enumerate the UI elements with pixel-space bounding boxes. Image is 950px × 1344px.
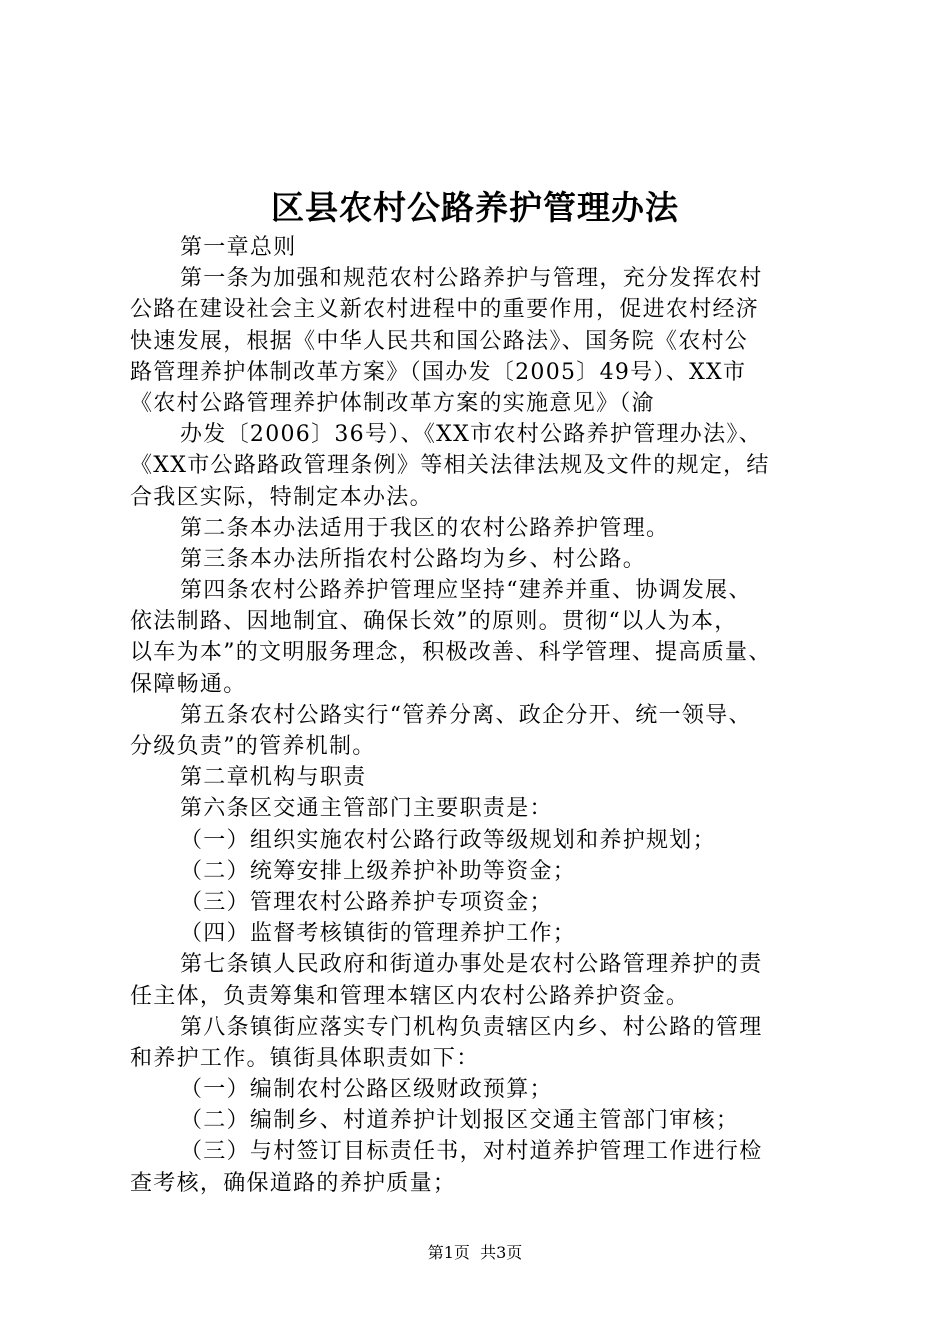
text-line: 依法制路、因地制宜、确保长效”的原则。贯彻“以人为本， — [130, 609, 738, 635]
text-line: 第四条农村公路养护管理应坚持“建养并重、协调发展、 — [180, 578, 752, 604]
document-body — [130, 232, 835, 1199]
text-line: 快速发展，根据《中华人民共和国公路法》、国务院《农村公 — [130, 328, 749, 354]
text-line: （四）监督考核镇街的管理养护工作； — [180, 921, 577, 947]
text-line: 第二章机构与职责 — [180, 765, 367, 791]
text-line: 合我区实际，特制定本办法。 — [130, 484, 433, 510]
text-line: （三）与村签订目标责任书，对村道养护管理工作进行检 — [180, 1139, 763, 1165]
text-line: 办发〔2006〕36号）、《XX市农村公路养护管理办法》、 — [180, 422, 763, 448]
text-line: （二）统筹安排上级养护补助等资金； — [180, 858, 577, 884]
text-line: 《农村公路管理养护体制改革方案的实施意见》（渝 — [130, 390, 655, 416]
text-line: 公路在建设社会主义新农村进程中的重要作用，促进农村经济 — [130, 297, 760, 323]
text-line: 第七条镇人民政府和街道办事处是农村公路管理养护的责 — [180, 952, 763, 978]
text-line: 第六条区交通主管部门主要职责是： — [180, 796, 553, 822]
text-line: （一）编制农村公路区级财政预算； — [180, 1077, 553, 1103]
text-line: 保障畅通。 — [130, 671, 247, 697]
text-line: 第一章总则 — [180, 235, 297, 260]
page-footer: 第1页 共3页 — [427, 1243, 523, 1262]
text-line: 以车为本”的文明服务理念，积极改善、科学管理、提高质量、 — [130, 640, 772, 666]
document-title: 区县农村公路养护管理办法 — [271, 188, 679, 227]
text-line: 第一条为加强和规范农村公路养护与管理，充分发挥农村 — [180, 266, 763, 292]
text-line: 《XX市公路路政管理条例》等相关法律法规及文件的规定，结 — [130, 453, 770, 479]
text-line: 第八条镇街应落实专门机构负责辖区内乡、村公路的管理 — [180, 1014, 763, 1040]
text-line: 和养护工作。镇街具体职责如下： — [130, 1045, 480, 1071]
text-line: 第五条农村公路实行“管养分离、政企分开、统一领导、 — [180, 702, 752, 728]
text-line: （三）管理农村公路养护专项资金； — [180, 889, 553, 915]
text-line: （一）组织实施农村公路行政等级规划和养护规划； — [180, 827, 716, 853]
text-line: 第三条本办法所指农村公路均为乡、村公路。 — [180, 546, 647, 572]
text-line: 路管理养护体制改革方案》（国办发〔2005〕49号）、XX市 — [130, 359, 747, 385]
text-line: 第二条本办法适用于我区的农村公路养护管理。 — [180, 515, 670, 541]
text-line: 查考核，确保道路的养护质量； — [130, 1170, 457, 1196]
text-line: 分级负责”的管养机制。 — [130, 734, 376, 759]
text-line: 任主体，负责筹集和管理本辖区内农村公路养护资金。 — [130, 983, 690, 1009]
text-line: （二）编制乡、村道养护计划报区交通主管部门审核； — [180, 1108, 740, 1134]
